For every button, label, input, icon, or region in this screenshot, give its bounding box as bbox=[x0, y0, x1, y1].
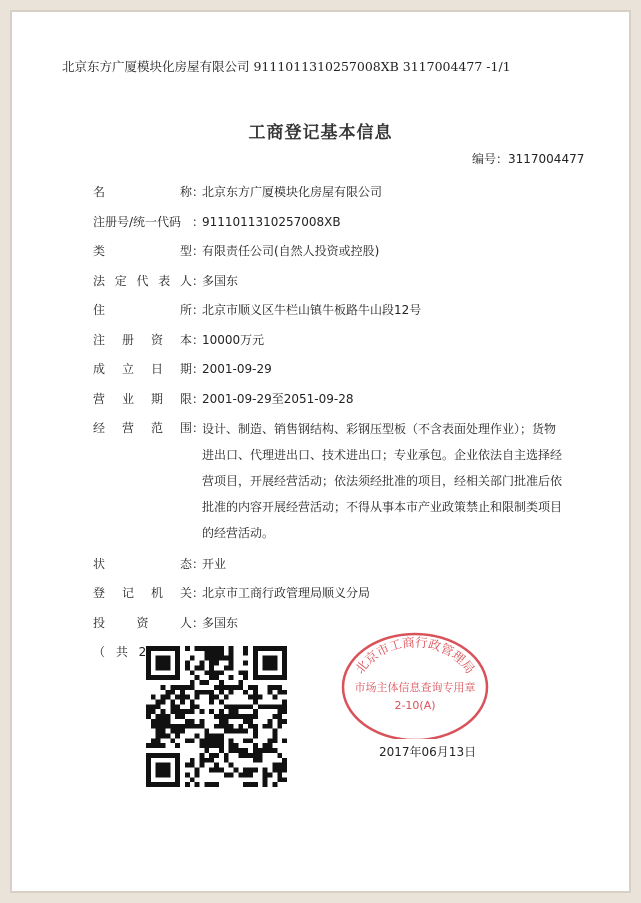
field-value: 2001-09-29 bbox=[202, 362, 272, 376]
label-char: 期 bbox=[150, 391, 163, 406]
page-title: 工商登记基本信息 bbox=[248, 123, 393, 143]
field-colon: ： bbox=[192, 362, 205, 376]
field-value: 北京东方广厦模块化房屋有限公司 bbox=[202, 185, 383, 199]
document-number: 编号：3117004477 bbox=[472, 152, 585, 166]
label-char: 围 bbox=[179, 421, 192, 435]
label-char: 资 bbox=[136, 615, 149, 630]
field-label bbox=[93, 355, 192, 385]
info-row bbox=[93, 296, 583, 326]
field-colon: ： bbox=[192, 303, 205, 317]
label-char: 日 bbox=[150, 362, 163, 376]
label-char: 限 bbox=[179, 391, 192, 406]
label-char: 型 bbox=[179, 244, 192, 258]
info-row bbox=[93, 355, 583, 385]
label-char: 类 bbox=[93, 244, 106, 258]
label-char: 所 bbox=[179, 303, 192, 317]
label-char: 机 bbox=[150, 586, 163, 600]
label-char: 名 bbox=[93, 185, 106, 199]
issue-date: 2017年06月13日 bbox=[379, 745, 477, 759]
label-char: 营 bbox=[121, 421, 134, 435]
field-label bbox=[93, 178, 192, 208]
field-colon: ： bbox=[192, 421, 205, 435]
label-char: 人 bbox=[179, 273, 192, 288]
label-char: 册 bbox=[121, 332, 134, 347]
field-colon: ： bbox=[192, 391, 205, 406]
label-char: 2 bbox=[138, 645, 147, 659]
field-value: 北京市顺义区牛栏山镇牛板路牛山段12号 bbox=[202, 303, 422, 317]
field-label bbox=[93, 237, 192, 267]
label-char: 营 bbox=[93, 391, 106, 406]
info-row bbox=[93, 385, 583, 415]
seal-outer-text-path: 北京市工商行政管理局 bbox=[352, 634, 478, 677]
field-label bbox=[93, 385, 192, 415]
field-label bbox=[93, 579, 192, 609]
seal-inner-text: 市场主体信息查询专用章 bbox=[354, 681, 476, 694]
label-char: 注 bbox=[93, 332, 106, 347]
business-scope-value bbox=[202, 414, 583, 546]
field-value: 10000万元 bbox=[202, 332, 265, 347]
field-label bbox=[93, 414, 192, 546]
info-row bbox=[93, 609, 583, 639]
seal-outer-text bbox=[352, 634, 478, 676]
field-label bbox=[93, 208, 192, 238]
label-char: 登 bbox=[93, 586, 106, 600]
label-char: 立 bbox=[121, 362, 134, 376]
label-char: 住 bbox=[93, 303, 106, 317]
label-char: 成 bbox=[93, 362, 106, 376]
info-fields bbox=[93, 178, 583, 668]
label-char: （ bbox=[93, 645, 106, 659]
info-row bbox=[93, 550, 583, 580]
field-colon: ： bbox=[192, 332, 205, 347]
label-char: 态 bbox=[179, 556, 192, 571]
label-char: 共 bbox=[115, 645, 128, 659]
field-value: 有限责任公司(自然人投资或控股) bbox=[202, 244, 380, 258]
field-label bbox=[93, 609, 192, 639]
field-value: 多国东 bbox=[202, 615, 239, 630]
label-char: 表 bbox=[158, 273, 171, 288]
field-colon: ： bbox=[192, 586, 205, 600]
label-char: 资 bbox=[150, 332, 163, 347]
label-char: 定 bbox=[114, 273, 127, 288]
field-value: 北京市工商行政管理局顺义分局 bbox=[202, 586, 371, 600]
info-row bbox=[93, 237, 583, 267]
label-char: 经 bbox=[93, 421, 106, 435]
field-value: 9111011310257008XB bbox=[202, 214, 341, 229]
field-colon: ： bbox=[192, 214, 205, 229]
info-row bbox=[93, 267, 583, 297]
label-char: 投 bbox=[93, 615, 106, 630]
field-value: 多国东 bbox=[202, 273, 239, 288]
qr-code bbox=[146, 646, 287, 787]
label-char: 本 bbox=[179, 332, 192, 347]
seal-code-text: 2-10(A) bbox=[394, 699, 436, 712]
label-char: 关 bbox=[179, 586, 192, 600]
field-value: 开业 bbox=[202, 556, 227, 571]
info-row bbox=[93, 208, 583, 238]
label-char: 范 bbox=[150, 421, 163, 435]
label-char: 法 bbox=[93, 273, 106, 288]
info-row bbox=[93, 178, 583, 208]
scope-line: 营项目，开展经营活动；依法须经批准的项目，经相关部门批准后依 bbox=[202, 473, 563, 488]
official-seal bbox=[340, 627, 490, 739]
label-char: 称 bbox=[179, 185, 192, 199]
field-colon: ： bbox=[192, 556, 205, 571]
field-colon: ： bbox=[192, 615, 205, 630]
label-char: 业 bbox=[121, 391, 134, 406]
label-char: 代 bbox=[136, 273, 149, 288]
scope-line: 设计、制造、销售钢结构、彩钢压型板（不含表面处理作业）；货物 bbox=[202, 421, 557, 436]
label-char: 记 bbox=[121, 586, 134, 600]
label-char: 人 bbox=[179, 615, 192, 630]
scope-line: 批准的内容开展经营活动；不得从事本市产业政策禁止和限制类项目 bbox=[202, 499, 563, 514]
field-label bbox=[93, 550, 192, 580]
label-char: 状 bbox=[93, 556, 106, 571]
info-row bbox=[93, 579, 583, 609]
field-colon: ： bbox=[192, 273, 205, 288]
scope-line: 进出口、代理进出口、技术进出口；专业承包。企业依法自主选择经 bbox=[202, 447, 563, 462]
business-scope-row bbox=[93, 414, 583, 546]
header-line: 北京东方广厦模块化房屋有限公司 9111011310257008XB 3117004477 -1/1 bbox=[62, 59, 511, 74]
field-colon: ： bbox=[192, 185, 205, 199]
label-char: 注册号/统一代码 bbox=[93, 214, 182, 229]
info-row bbox=[93, 326, 583, 356]
field-value: 2001-09-29至2051-09-28 bbox=[202, 391, 354, 406]
field-colon: ： bbox=[192, 244, 205, 258]
label-char: 期 bbox=[179, 362, 192, 376]
field-label bbox=[93, 326, 192, 356]
scope-line: 的经营活动。 bbox=[202, 525, 275, 540]
field-label bbox=[93, 267, 192, 297]
field-label bbox=[93, 296, 192, 326]
